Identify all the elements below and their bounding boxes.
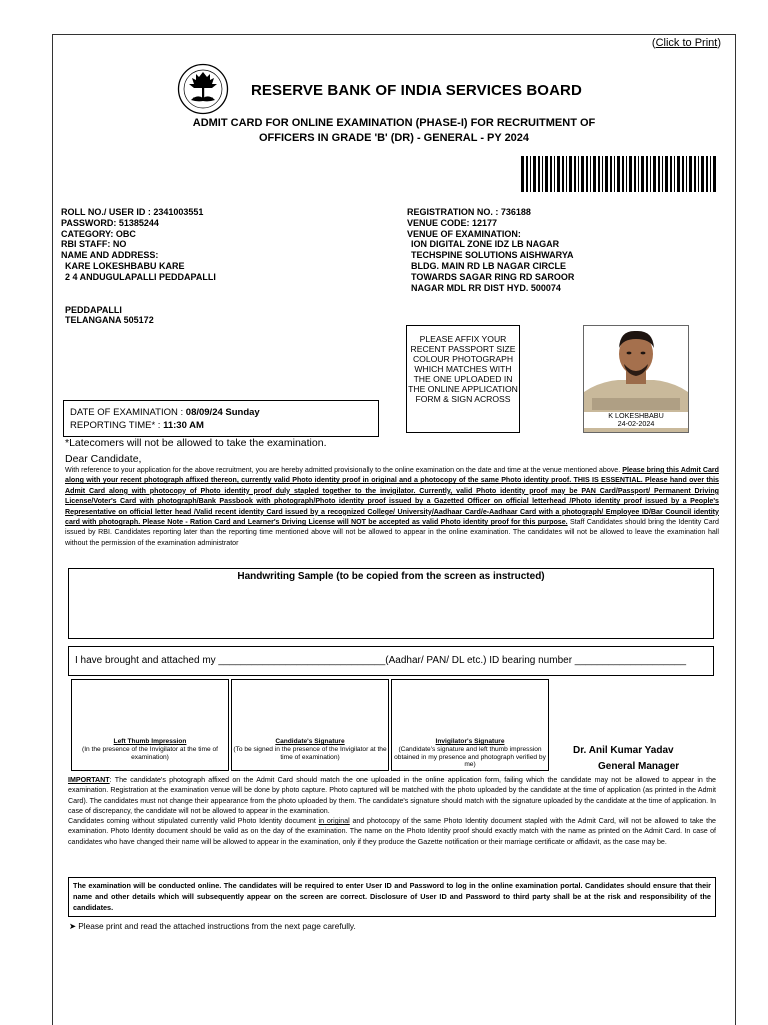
venue-line: ION DIGITAL ZONE IDZ LB NAGAR — [411, 239, 560, 250]
barcode-icon — [521, 156, 719, 192]
online-exam-note: The examination will be conducted online. The candidates will be required to enter User ID and Password to log in the online examination portal. Candidates should ensure that their name and other details which will subsequently appear on the screen are correct. Disclosure of User ID and Password to third party shall be at the risk and responsibility of the candidates. — [68, 877, 716, 917]
invigilator-signature-box — [391, 679, 549, 771]
general-manager-role: General Manager — [598, 761, 680, 772]
arrow-bullet-icon: ➤ — [69, 921, 76, 931]
photo-name: K LOKESHBABU — [608, 411, 664, 420]
footer-note-row — [69, 921, 356, 931]
address-line-1: 2 4 ANDUGULAPALLI PEDDAPALLI — [65, 271, 216, 282]
left-thumb-box — [71, 679, 229, 771]
para-intro: With reference to your application for the above recruitment, you are hereby admitted provisionally to the online examination on the date and time at the venue mentioned above. — [65, 466, 623, 474]
important-p2u: in original — [318, 817, 350, 826]
rbi-staff: RBI STAFF: NO — [61, 239, 127, 250]
candidate-name: KARE LOKESHBABU KARE — [65, 260, 185, 271]
venue-line: NAGAR MDL RR DIST HYD. 500074 — [411, 282, 561, 293]
exam-date-box — [63, 400, 379, 437]
handwriting-title: Handwriting Sample (to be copied from the screen as instructed) — [237, 571, 545, 582]
affix-photo-box: PLEASE AFFIX YOUR RECENT PASSPORT SIZE COLOUR PHOTOGRAPH WHICH MATCHES WITH THE ONE UPLOADED IN THE ONLINE APPLICATION FORM & SIGN ACROSS — [406, 325, 520, 433]
important-key: IMPORTANT — [68, 776, 110, 784]
candidate-sig-desc: (To be signed in the presence of the Invigilator at the time of examination) — [233, 745, 387, 761]
reporting-time-label: REPORTING TIME* : — [70, 420, 164, 431]
photo-date: 24-02-2024 — [617, 419, 655, 428]
admission-paragraph — [65, 465, 719, 548]
photo-caption — [584, 412, 688, 428]
footer-note: Please print and read the attached instructions from the next page carefully. — [78, 921, 356, 931]
candidate-sig-title: Candidate's Signature — [275, 738, 345, 745]
important-notes — [68, 775, 716, 847]
invigilator-sig-desc: (Candidate's signature and left thumb impression obtained in my presence and photograph verified by me) — [394, 745, 546, 769]
important-p2b: and photocopy of the same Photo Identity document stapled with the Admit Card, will not be allowed to take the examination. Photo Identity document should be valid as on the day of the examination. The name on the Photo Identity proof should exactly match with the name as printed on the Admit Card. In case of candidates who have changed their name will be allowed to appear in the examination, only if they produce the Gazette notification or their marriage certificate or affidavit, as the case may be. — [68, 817, 716, 846]
salutation: Dear Candidate, — [65, 453, 142, 465]
para-id-proof: Please bring this Admit Card along with your recent photograph affixed thereon, currently valid Photo identity proof in original and a photocopy of the same Photo identity proof. THIS IS ESSENTIAL. Please hand over this Admit Card along with photocopy of Photo identity proof duly stapled together to the invigilator. Currently, valid Photo identity proof may be PAN Card/Passport/ Permanent Driving License/Voter's Card with photograph/Bank Passbook with photograph/Photo identity proof issued by a Gazetted Officer on official letterhead /Photo identity proof issued by a People's Representative on official letter head /Valid recent identity Card issued by a recognized College/ University/Aadhaar Card/e-Aadhaar Card with a photograph/ Employee ID/Bar Council identity card with photograph. Please Note - Ration Card and Learner's Driving License will NOT be accepted as valid Photo identity proof for this purpose. — [65, 466, 719, 527]
print-link-wrapper[interactable]: (Click to Print) — [651, 37, 721, 49]
admit-card-title-line2: OFFICERS IN GRADE 'B' (DR) - GENERAL - PY 2024 — [258, 132, 530, 144]
venue-line: TECHSPINE SOLUTIONS AISHWARYA — [411, 250, 574, 261]
id-declaration-box: I have brought and attached my ______________________________(Aadhar/ PAN/ DL etc.) ID bearing number ____________________ — [68, 646, 714, 676]
name-address-label: NAME AND ADDRESS: — [61, 250, 159, 261]
address-line-2: PEDDAPALLI — [65, 304, 122, 315]
thumb-desc: (In the presence of the Invigilator at the time of examination) — [82, 745, 218, 761]
admit-card-sheet — [52, 34, 736, 1025]
candidate-photo — [583, 325, 689, 433]
venue-code: VENUE CODE: 12177 — [407, 217, 498, 228]
address-line-3: TELANGANA 505172 — [65, 315, 154, 326]
admit-card-title-line1: ADMIT CARD FOR ONLINE EXAMINATION (PHASE-I) FOR RECRUITMENT OF — [192, 117, 596, 129]
candidate-signature-box — [231, 679, 389, 771]
exam-date-value: 08/09/24 Sunday — [185, 407, 260, 418]
venue-line: BLDG. MAIN RD LB NAGAR CIRCLE — [411, 260, 566, 271]
thumb-title: Left Thumb Impression — [113, 738, 187, 745]
exam-date-label: DATE OF EXAMINATION : — [70, 407, 186, 418]
registration-number: REGISTRATION NO. : 736188 — [407, 207, 531, 217]
venue-info — [407, 207, 574, 293]
venue-label: VENUE OF EXAMINATION: — [407, 228, 521, 239]
important-p1: : The candidate's photograph affixed on the Admit Card should match the one uploaded in the online application form, failing which the candidate may not be allowed to appear in the examination. Registration at the examination venue will be done by photo capture. Photo captured will be matched with the photo uploaded by the candidate at the time of application (as printed in the Admit Card). The candidates must not change their appearance from the photo uploaded by them. The candidate's signature should match with the signature uploaded by the candidate at the time of application. In case of discrepancy, the candidate will not be allowed to appear in the examination. — [68, 776, 716, 815]
candidate-info — [61, 207, 216, 326]
rbi-emblem-icon — [177, 63, 229, 115]
important-p2a: Candidates coming without stipulated currently valid Photo Identity document — [68, 817, 319, 826]
category: CATEGORY: OBC — [61, 228, 136, 239]
para-staff: Staff Candidates should bring the Identity Card issued by RBI. Candidates reporting later than the reporting time mentioned above will not be allowed to appear in the online examination. The candidates will not be allowed to leave the examination hall without the permission of the examination administrator — [65, 518, 719, 547]
roll-number: ROLL NO./ USER ID : 2341003551 — [61, 207, 204, 217]
click-to-print-link[interactable]: Click to Print — [655, 37, 718, 49]
latecomers-note: *Latecomers will not be allowed to take the examination. — [65, 437, 327, 449]
reporting-time-value: 11:30 AM — [163, 420, 204, 431]
general-manager-name: Dr. Anil Kumar Yadav — [573, 745, 674, 756]
password: PASSWORD: 51385244 — [61, 217, 159, 228]
venue-line: TOWARDS SAGAR RING RD SAROOR — [411, 271, 575, 282]
invigilator-sig-title: Invigilator's Signature — [435, 738, 505, 745]
board-title: RESERVE BANK OF INDIA SERVICES BOARD — [251, 82, 582, 99]
handwriting-sample-box — [68, 568, 714, 639]
